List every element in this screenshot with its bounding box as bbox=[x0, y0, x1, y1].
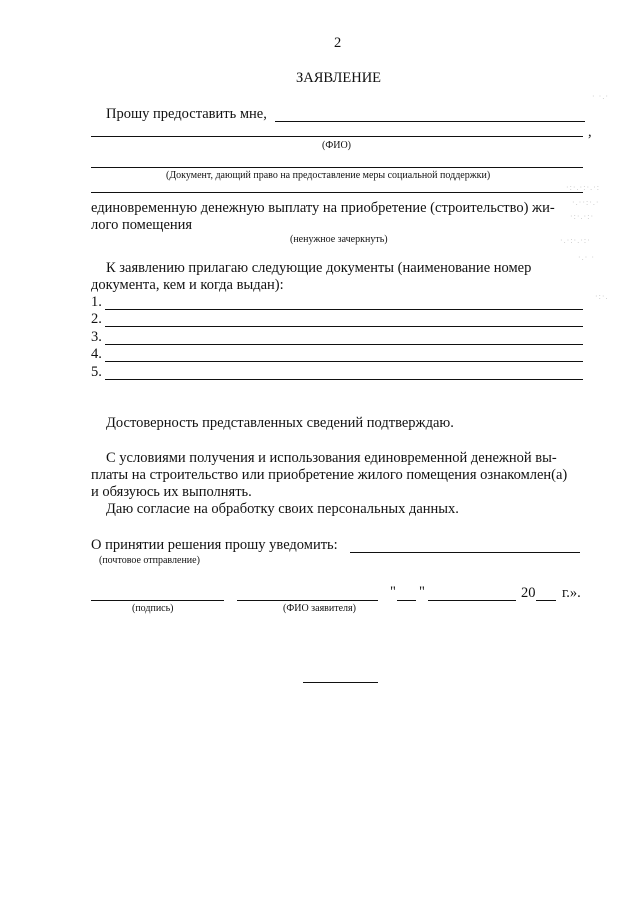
bottom-separator bbox=[303, 682, 378, 683]
confirm-text: Достоверность представленных сведений подтверждаю. bbox=[106, 415, 454, 431]
date-day-line bbox=[397, 600, 416, 601]
consent-text: Даю согласие на обработку своих персональных данных. bbox=[106, 501, 459, 517]
list-item bbox=[91, 311, 102, 328]
conditions-text-1: С условиями получения и использования единовременной денежной вы- bbox=[106, 450, 557, 466]
request-fill-line bbox=[275, 121, 585, 122]
applicant-fio-caption: (ФИО заявителя) bbox=[283, 603, 356, 614]
notify-text: О принятии решения прошу уведомить: bbox=[91, 537, 338, 553]
scan-noise: ·.·:·.·:· bbox=[560, 236, 591, 245]
request-text: Прошу предоставить мне, bbox=[106, 106, 267, 122]
document-fill-line-2 bbox=[91, 192, 583, 193]
scan-noise: ·:·.·:· bbox=[570, 212, 595, 221]
scan-noise: ·:·.·:·.·: bbox=[566, 183, 600, 192]
scan-noise: ·.· · bbox=[578, 253, 595, 262]
payment-text-1: единовременную денежную выплату на приобретение (строительство) жи- bbox=[91, 200, 555, 216]
date-year-prefix: 20 bbox=[521, 585, 536, 601]
list-item-line bbox=[105, 326, 583, 327]
list-item-number: 1. bbox=[91, 294, 102, 310]
scan-noise: · ·.· bbox=[592, 92, 609, 101]
notify-caption: (почтовое отправление) bbox=[99, 555, 200, 566]
list-item-line bbox=[105, 361, 583, 362]
list-item-number: 4. bbox=[91, 346, 102, 362]
conditions-text-3: и обязуюсь их выполнять. bbox=[91, 484, 252, 500]
list-item bbox=[91, 364, 102, 381]
list-item-line bbox=[105, 379, 583, 380]
list-item bbox=[91, 329, 102, 346]
date-suffix: г.». bbox=[562, 585, 581, 601]
page-title: ЗАЯВЛЕНИЕ bbox=[296, 70, 382, 86]
scan-noise: ·.··:·.· bbox=[572, 198, 600, 207]
document-caption: (Документ, дающий право на предоставление меры социальной поддержки) bbox=[166, 170, 491, 181]
conditions-text-2: платы на строительство или приобретение жилого помещения ознакомлен(а) bbox=[91, 467, 568, 483]
attach-text-2: документа, кем и когда выдан): bbox=[91, 277, 284, 293]
fio-fill-line bbox=[91, 136, 583, 137]
list-item-line bbox=[105, 309, 583, 310]
date-quote-open: " bbox=[390, 584, 396, 600]
date-quote-close: " bbox=[419, 584, 425, 600]
date-month-line bbox=[428, 600, 516, 601]
page-number: 2 bbox=[334, 35, 342, 51]
comma: , bbox=[588, 124, 592, 140]
list-item bbox=[91, 294, 102, 311]
list-item-number: 3. bbox=[91, 329, 102, 345]
strike-caption: (ненужное зачеркнуть) bbox=[290, 234, 388, 245]
list-item-number: 5. bbox=[91, 364, 102, 380]
list-item bbox=[91, 346, 102, 363]
signature-fill-line bbox=[91, 600, 224, 601]
date-year-line bbox=[536, 600, 556, 601]
scan-noise: ·:·. bbox=[595, 292, 609, 301]
signature-caption: (подпись) bbox=[132, 603, 174, 614]
list-item-number: 2. bbox=[91, 311, 102, 327]
list-item-line bbox=[105, 344, 583, 345]
fio-caption: (ФИО) bbox=[322, 140, 352, 151]
document-fill-line bbox=[91, 167, 583, 168]
payment-text-2: лого помещения bbox=[91, 217, 193, 233]
notify-fill-line bbox=[350, 552, 580, 553]
applicant-fio-fill-line bbox=[237, 600, 378, 601]
attach-text-1: К заявлению прилагаю следующие документы (наименование номер bbox=[106, 260, 532, 276]
